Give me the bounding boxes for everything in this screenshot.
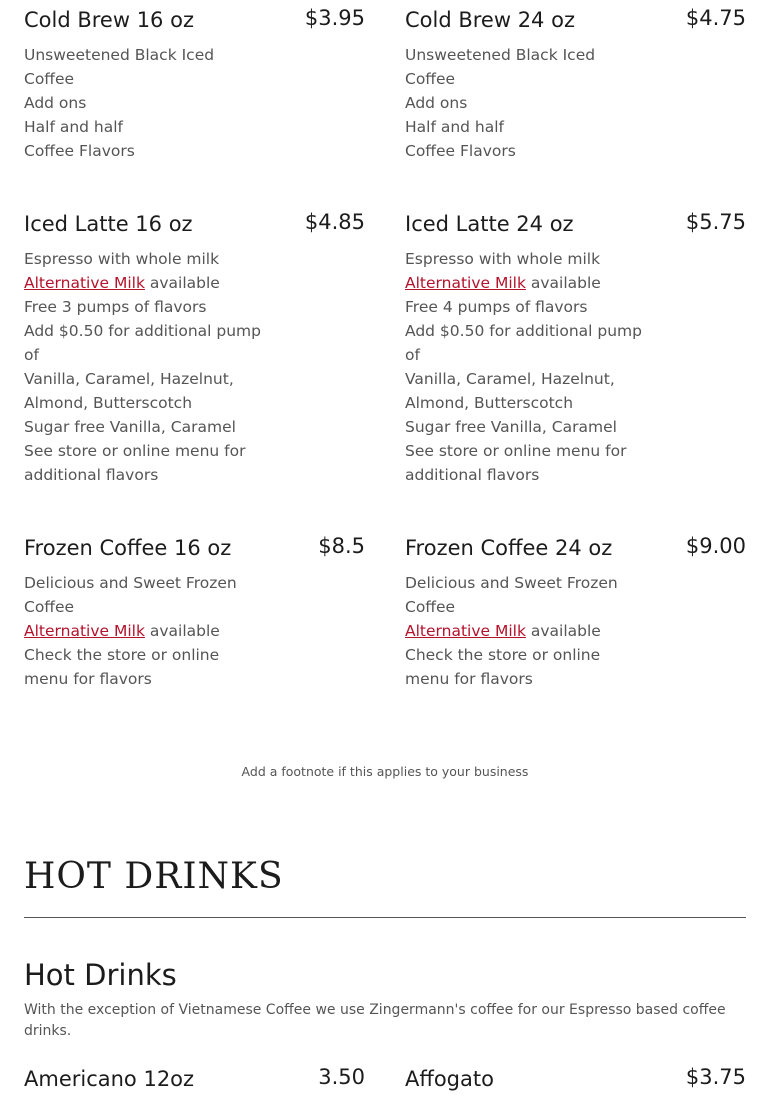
menu-item-description bbox=[24, 247, 268, 487]
menu-item-price: $9.00 bbox=[685, 534, 746, 558]
desc-line: See store or online menu for additional flavors bbox=[24, 442, 246, 484]
menu-item-price: 3.50 bbox=[318, 1065, 365, 1089]
alternative-milk-link[interactable]: Alternative Milk bbox=[24, 622, 145, 640]
section-description: With the exception of Vietnamese Coffee we use Zingermann's coffee for our Espresso based coffee drinks. bbox=[24, 1002, 726, 1039]
desc-line: Free 4 pumps of flavors bbox=[405, 298, 588, 316]
section-subtitle: Hot Drinks bbox=[24, 958, 177, 992]
menu-item-description bbox=[24, 43, 268, 163]
desc-line: Delicious and Sweet Frozen Coffee bbox=[405, 574, 618, 616]
desc-line: Add $0.50 for additional pump of bbox=[24, 322, 261, 364]
menu-item-title: Americano 12oz bbox=[24, 1067, 195, 1091]
section-title: HOT DRINKS bbox=[24, 856, 284, 897]
menu-item-description bbox=[405, 571, 649, 691]
desc-line: Half and half bbox=[24, 118, 124, 136]
link-suffix: available bbox=[144, 622, 220, 640]
desc-line: Unsweetened Black Iced Coffee bbox=[405, 46, 596, 88]
menu-item-title: Iced Latte 24 oz bbox=[405, 212, 574, 236]
menu-item-title: Cold Brew 16 oz bbox=[24, 8, 194, 32]
desc-line: See store or online menu for additional flavors bbox=[405, 442, 627, 484]
desc-line bbox=[24, 619, 268, 643]
desc-line bbox=[24, 271, 268, 295]
link-suffix: available bbox=[144, 274, 220, 292]
desc-line: Delicious and Sweet Frozen Coffee bbox=[24, 574, 237, 616]
link-suffix: available bbox=[525, 622, 601, 640]
desc-line: Check the store or online menu for flavors bbox=[405, 646, 601, 688]
desc-line: Sugar free Vanilla, Caramel bbox=[24, 418, 236, 436]
footnote: Add a footnote if this applies to your business bbox=[241, 764, 529, 779]
desc-line: Half and half bbox=[405, 118, 505, 136]
menu-item-price: $4.75 bbox=[685, 6, 746, 30]
menu-item-title: Cold Brew 24 oz bbox=[405, 8, 575, 32]
alternative-milk-link[interactable]: Alternative Milk bbox=[24, 274, 145, 292]
section-divider bbox=[24, 917, 746, 918]
menu-item-description bbox=[24, 571, 268, 691]
desc-line: Check the store or online menu for flavors bbox=[24, 646, 220, 688]
desc-line: Espresso with whole milk bbox=[24, 250, 220, 268]
desc-line bbox=[405, 619, 649, 643]
desc-line: Add ons bbox=[24, 94, 87, 112]
desc-line: Add $0.50 for additional pump of bbox=[405, 322, 642, 364]
desc-line: Coffee Flavors bbox=[405, 142, 516, 160]
menu-item-title: Frozen Coffee 16 oz bbox=[24, 536, 232, 560]
desc-line: Unsweetened Black Iced Coffee bbox=[24, 46, 215, 88]
menu-item-description bbox=[405, 247, 649, 487]
menu-item-price: $3.75 bbox=[685, 1065, 746, 1089]
menu-item-price: $5.75 bbox=[685, 210, 746, 234]
desc-line: Add ons bbox=[405, 94, 468, 112]
alternative-milk-link[interactable]: Alternative Milk bbox=[405, 274, 526, 292]
menu-item-title: Affogato bbox=[405, 1067, 494, 1091]
menu-item-price: $8.5 bbox=[318, 534, 365, 558]
menu-item-title: Iced Latte 16 oz bbox=[24, 212, 193, 236]
menu-item-price: $4.85 bbox=[304, 210, 365, 234]
desc-line: Vanilla, Caramel, Hazelnut, Almond, Butterscotch bbox=[405, 370, 615, 412]
desc-line bbox=[405, 271, 649, 295]
menu-item-title: Frozen Coffee 24 oz bbox=[405, 536, 613, 560]
desc-line: Sugar free Vanilla, Caramel bbox=[405, 418, 617, 436]
desc-line: Coffee Flavors bbox=[24, 142, 135, 160]
desc-line: Espresso with whole milk bbox=[405, 250, 601, 268]
link-suffix: available bbox=[525, 274, 601, 292]
menu-item-description bbox=[405, 43, 649, 163]
alternative-milk-link[interactable]: Alternative Milk bbox=[405, 622, 526, 640]
menu-item-price: $3.95 bbox=[304, 6, 365, 30]
desc-line: Vanilla, Caramel, Hazelnut, Almond, Butterscotch bbox=[24, 370, 234, 412]
desc-line: Free 3 pumps of flavors bbox=[24, 298, 207, 316]
